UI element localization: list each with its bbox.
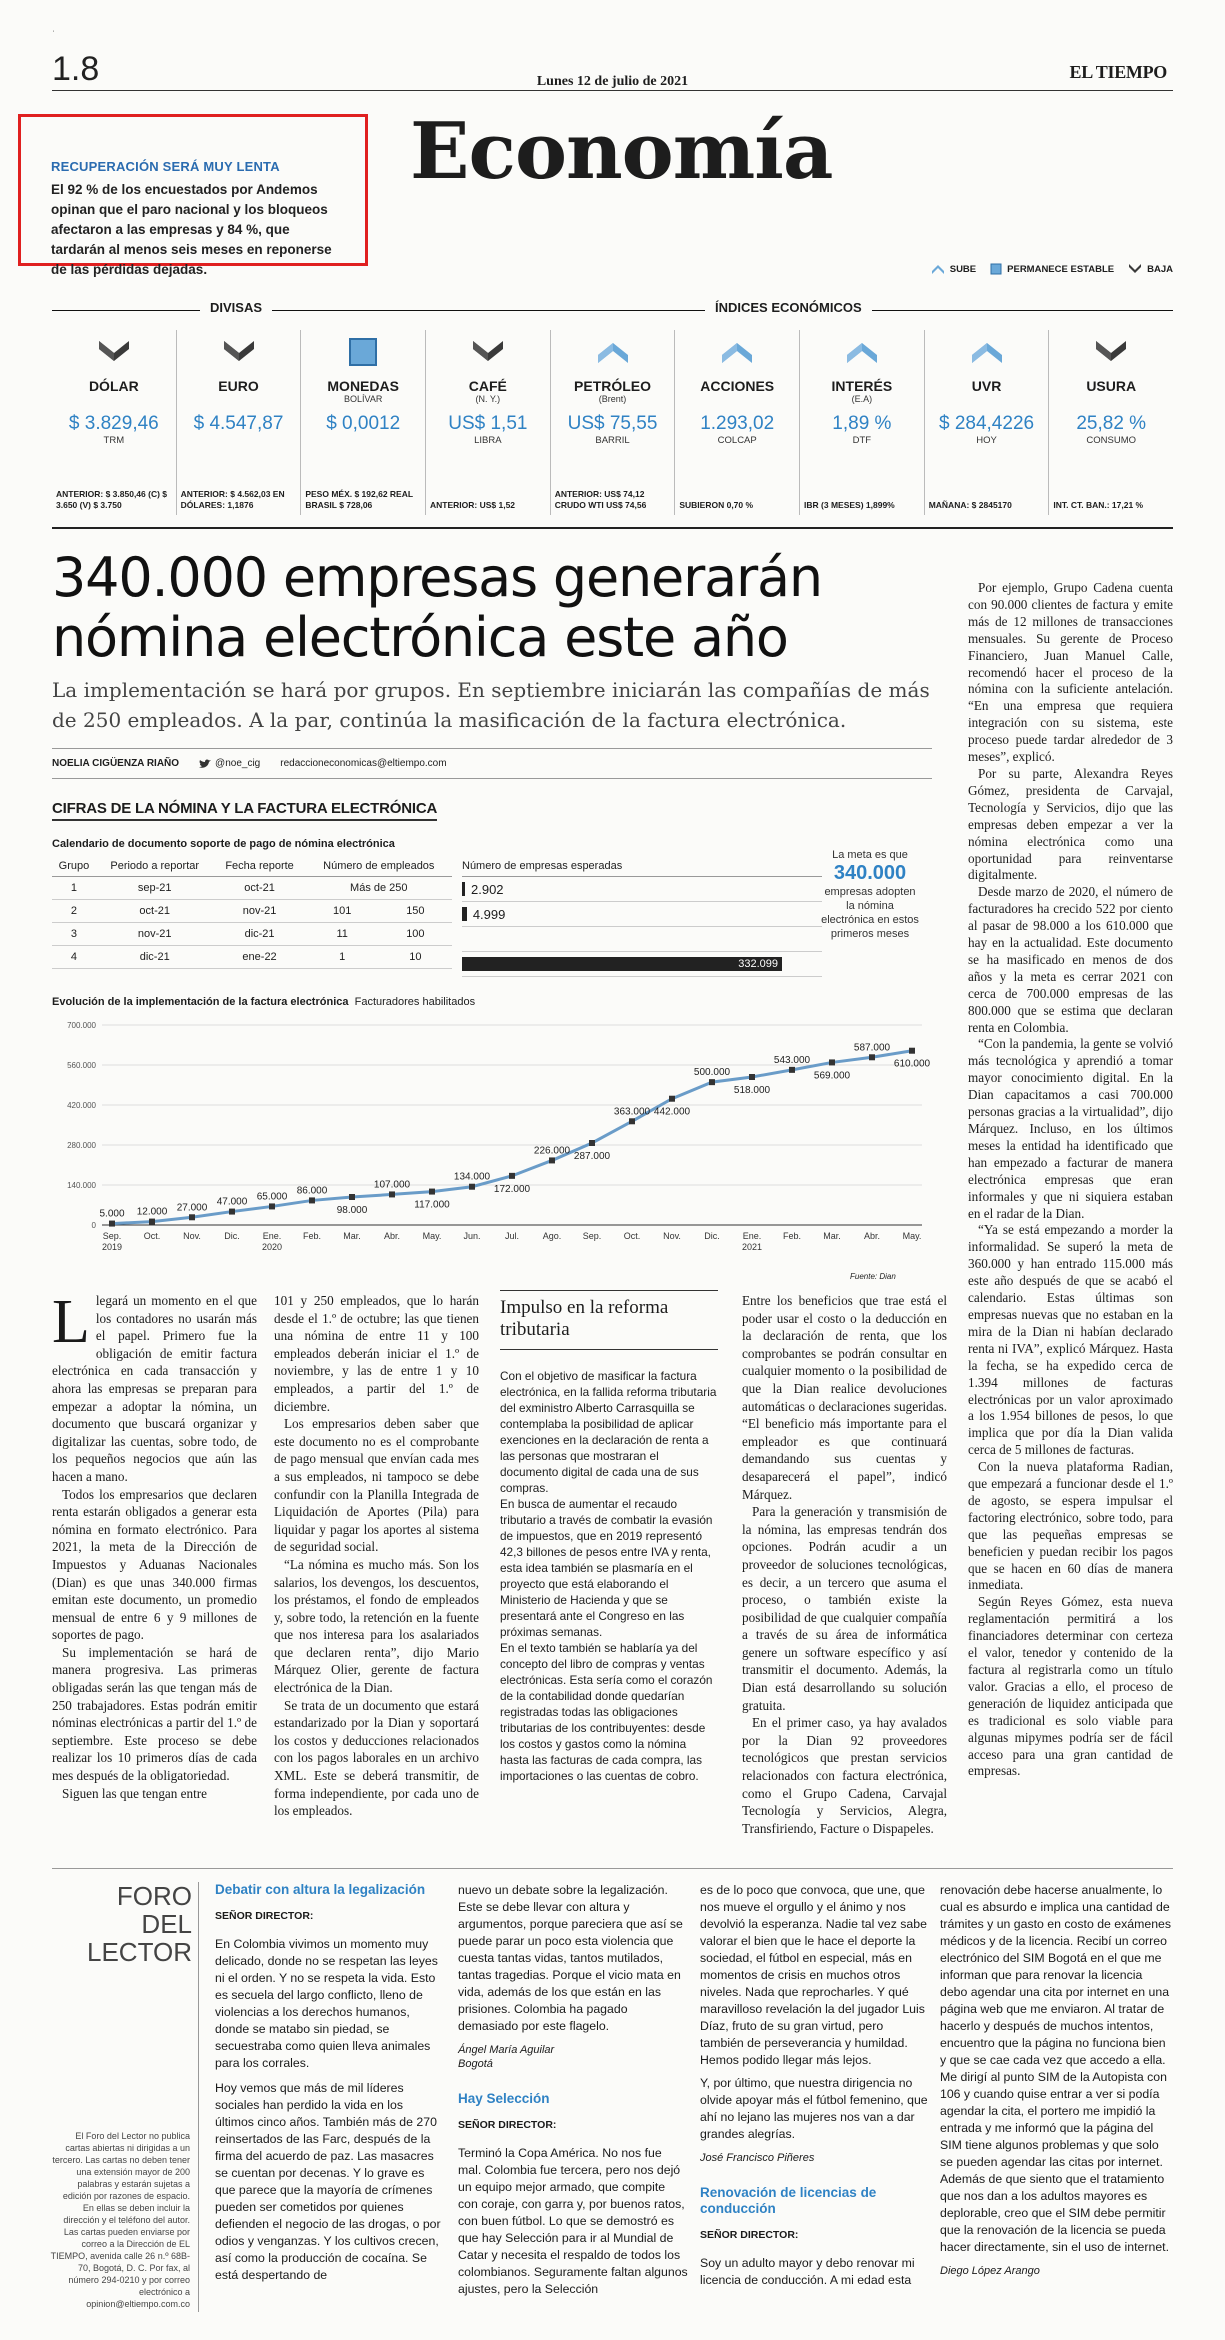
x-tick-label: Feb. — [302, 1231, 322, 1241]
brand-logo: EL TIEMPO — [1069, 62, 1167, 82]
indicator-unit: COLCAP — [717, 435, 757, 446]
year-label: 2019 — [101, 1242, 123, 1252]
x-tick-label: Dic. — [224, 1231, 240, 1241]
down-icon — [1049, 330, 1173, 374]
indicator-value: 1,89 % — [832, 413, 892, 434]
article-right-column: Por ejemplo, Grupo Cadena cuenta con 90.000 clientes de factura y emite más de 12 millones de transacciones mensuales. Su gerente de Proceso Financiero, Juan Manuel Calle, recomendó hacer el proceso de la nómina con la suficiente antelación. “En una empresa que requiera integración con su sistema, este proceso puede tardar alrededor de 3 meses”, explicó. Por su parte, Alexandra Reyes Gómez, presidenta de Carvajal, Tecnología y Servicios, dijo que las empresas deben empezar a ver la nómina electrónica como una oportunidad para reinventarse digitalmente. Desde marzo de 2020, el número de facturadores ha crecido 522 por ciento al pasar de 98.000 a los 610.000 que hay en la actualidad. Este documento se ha masificado en menos de dos años y la meta es cerrar 2021 con cerca de 700.000 empresas de las 800.000 que se estima que declaran renta en Colombia. “Con la pandemia, la gente se volvió más tecnológica y aprendió a tomar mayor conocimiento digital. En la Dian capacitamos a casi 700.000 personas gracias a la virtualidad”, dijo Márquez. Incluso, en los últimos meses la entidad ha identificado que han empezado a facturar de manera electrónica empresas que eran informales y que ni siquiera estaban en el radar de la Dian. “Ya se está empezando a morder la informalidad. Se superó la meta de 360.000 y han entrado 115.000 más este año después de que se acabó el calendario. Estas últimas son empresas nuevas que no estaban en la mira de la Dian ni habían declarado renta ni IVA”, explicó Márquez. Hasta la fecha, se ha expedido cerca de 1.394 millones de facturas electrónicas por un valor aproximado a los 1.954 billones de pesos, lo que implica que por día la Dian valida cerca de 5 millones de facturas. Con la nueva plataforma Radian, que empezará a funcionar desde el 1.º de agosto, se espera impulsar el factoring electrónico, sobre todo, para que las pequeñas empresas se beneficien y puedan recibir los pagos que se hacen en 60 días de manera inmediata. Según Reyes Gómez, esta nueva reglamentación permitirá a los financiadores determinar con certeza el valor, tenedor y contenido de la factura al registrarla como un título valor. Gracias a ello, el proceso de generación de liquidez anticipada que es tradicional es solo viable para algunas mipymes podría ser de fácil acceso para una gran cantidad de empresas. — [968, 580, 1173, 1779]
data-point — [309, 1197, 315, 1203]
down-icon — [1128, 263, 1142, 275]
indicator-sub — [925, 394, 1049, 405]
indicator-sub: (E.A) — [851, 394, 873, 404]
indicator-5 — [675, 330, 800, 515]
data-point — [389, 1191, 395, 1197]
indicator-name: CAFÉ — [468, 378, 507, 394]
x-tick-label: Abr. — [863, 1231, 881, 1241]
x-tick-label: Ene. — [742, 1231, 762, 1241]
indicator-value: $ 4.547,87 — [193, 413, 284, 434]
indicator-sub: BOLÍVAR — [344, 394, 383, 404]
series-label: Facturadores habilitados — [354, 996, 476, 1008]
data-label: 117.000 — [414, 1199, 450, 1211]
data-label: 107.000 — [373, 1179, 411, 1191]
x-tick-label: Oct. — [143, 1231, 161, 1241]
twitter-handle[interactable]: @noe_cig — [199, 758, 260, 769]
indicator-sub — [177, 394, 301, 405]
x-tick-label: Dic. — [704, 1231, 720, 1241]
data-label: 134.000 — [453, 1171, 491, 1183]
indicator-footer: INT. CT. BAN.: 17,21 % — [1053, 500, 1144, 510]
indicator-name: INTERÉS — [831, 378, 893, 394]
y-tick-label: 560.000 — [67, 1061, 96, 1070]
data-point — [229, 1209, 235, 1215]
data-point — [189, 1214, 195, 1220]
data-point — [149, 1219, 155, 1225]
x-tick-label: May. — [422, 1231, 442, 1241]
up-icon — [925, 330, 1049, 374]
drop-cap: L — [52, 1288, 90, 1356]
indicator-name: PETRÓLEO — [574, 378, 652, 394]
data-label: 65.000 — [256, 1191, 288, 1203]
data-point — [469, 1184, 475, 1190]
indicator-value: 25,82 % — [1076, 413, 1147, 434]
data-label: 5.000 — [99, 1208, 125, 1220]
empresas-column — [462, 856, 822, 977]
calendar-subtitle: Calendario de documento soporte de pago de nómina electrónica — [52, 838, 395, 850]
year-label: 2020 — [261, 1242, 283, 1252]
data-point — [429, 1189, 435, 1195]
stable-icon — [990, 263, 1002, 275]
col-fecha: Fecha reporte — [214, 856, 306, 877]
article-col-2: 101 y 250 empleados, que lo harán desde el 1.º de octubre; las que tienen una nómina de entre 11 y 100 empleados deberán iniciar el 1.º de noviembre, y las de entre 1 y 10 empleados, a partir del 1.º de diciembre. Los empresarios deben saber que este documento no es el comprobante de pago mensual que envían cada mes a sus empleados, ni tampoco se debe confundir con la Planilla Integrada de Liquidación de Aportes (Pila) para liquidar y pagar los aportes al sistema de seguridad social. “La nómina es mucho más. Son los salarios, los devengos, los descuentos, los préstamos, el fondo de empleados y, sobre todo, la retención en la fuente que nos interesa para los asalariados que declaren renta”, dijo Mario Márquez Olier, gerente de factura electrónica de la Dian. Se trata de un documento que estará estandarizado por la Dian y soportará los costos y deducciones relacionados con los pagos laborales en un archivo XML. Este se deberá transmitir, de forma independiente, por cada uno de los empleados. — [274, 1293, 479, 1819]
x-tick-label: Ene. — [262, 1231, 282, 1241]
letter-3-title: Renovación de licencias de conducción — [700, 2185, 877, 2216]
indicator-name: DÓLAR — [88, 378, 139, 394]
y-tick-label: 280.000 — [67, 1141, 96, 1150]
evolution-title-text: Evolución de la implementación de la factura electrónica — [52, 996, 349, 1008]
x-tick-label: Feb. — [782, 1231, 802, 1241]
empresas-value: 2.902 — [471, 881, 504, 897]
indicator-name: UVR — [971, 378, 1002, 394]
data-label: 86.000 — [296, 1185, 328, 1197]
data-label: 98.000 — [336, 1205, 368, 1216]
trend-legend — [931, 263, 1173, 275]
indicator-4 — [551, 330, 676, 515]
foro-divider — [198, 1882, 199, 2312]
up-icon — [931, 263, 945, 275]
divisas-label: DIVISAS — [200, 300, 272, 315]
indicator-value: $ 3.829,46 — [68, 413, 159, 434]
y-tick-label: 0 — [91, 1221, 96, 1230]
callout-heading: RECUPERACIÓN SERÁ MUY LENTA — [51, 159, 280, 174]
col-empresas: Número de empresas esperadas — [462, 856, 822, 877]
indicator-footer: MAÑANA: $ 2845170 — [928, 500, 1012, 510]
indicator-name: EURO — [218, 378, 259, 394]
indicators-row — [52, 330, 1173, 515]
down-icon — [177, 330, 301, 374]
empresas-row — [462, 902, 822, 927]
byline — [52, 748, 932, 779]
foro-disclaimer: El Foro del Lector no publica cartas abiertas ni dirigidas a un tercero. Las cartas no deben tener una extensión mayor de 200 palabras y estarán sujetas a edición por razones de espacio. En ellas se deben incluir la dirección y el teléfono del autor. Las cartas pueden enviarse por correo a la Dirección de EL TIEMPO, avenida calle 26 n.º 68B-70, Bogotá, D. C. Por fax, al número 294-0210 y por correo electrónico a opinion@eltiempo.com.co — [50, 2131, 190, 2309]
empresas-bar — [462, 907, 467, 921]
y-tick-label: 700.000 — [67, 1021, 96, 1030]
indicator-sub — [1049, 394, 1173, 405]
indicator-unit: BARRIL — [595, 435, 630, 446]
top-rule — [52, 90, 1173, 91]
indicator-name: USURA — [1086, 378, 1137, 394]
indicator-sub: (Brent) — [598, 394, 627, 404]
x-tick-label: Mar. — [823, 1231, 841, 1241]
x-tick-label: Sep. — [102, 1231, 122, 1241]
indicator-value: US$ 1,51 — [448, 413, 528, 434]
x-tick-label: Oct. — [623, 1231, 641, 1241]
page-number: 1.8 — [52, 50, 100, 88]
table-row: 4 dic-21 ene-22 1 10 — [52, 946, 452, 969]
data-point — [509, 1173, 515, 1179]
indicator-6 — [800, 330, 925, 515]
indicator-footer: PESO MÉX. $ 192,62 REAL BRASIL $ 728,06 — [305, 489, 413, 510]
y-tick-label: 140.000 — [67, 1181, 96, 1190]
indicator-2 — [301, 330, 426, 515]
data-point — [749, 1074, 755, 1080]
data-point — [669, 1096, 675, 1102]
data-label: 518.000 — [733, 1085, 771, 1096]
data-point — [549, 1157, 555, 1163]
data-label: 587.000 — [853, 1042, 891, 1054]
indices-label: ÍNDICES ECONÓMICOS — [705, 300, 872, 315]
indicator-unit: HOY — [976, 435, 997, 446]
legend-stable: PERMANECE ESTABLE — [990, 263, 1114, 275]
data-point — [349, 1194, 355, 1200]
indicator-footer: ANTERIOR: US$ 1,52 — [430, 500, 516, 510]
x-tick-label: Sep. — [582, 1231, 602, 1241]
x-tick-label: Mar. — [343, 1231, 361, 1241]
empresas-row — [462, 877, 822, 902]
empresas-value: 4.999 — [472, 906, 506, 922]
x-tick-label: Jul. — [504, 1231, 520, 1241]
up-icon — [551, 330, 675, 374]
col-empleados: Número de empleados — [306, 856, 452, 877]
indicator-footer: ANTERIOR: US$ 74,12 CRUDO WTI US$ 74,56 — [554, 489, 647, 510]
data-point — [789, 1067, 795, 1073]
evolution-title — [52, 996, 475, 1008]
y-tick-label: 420.000 — [67, 1101, 96, 1110]
chart-source: Fuente: Dian — [850, 1272, 896, 1281]
article-col-1: Llegará un momento en el que los contadores no usarán más el papel. Primero fue la obligación de emitir factura electrónica en cada transacción y ahora las empresas se preparan para empezar a adoptar la nómina, un documento que buscará organizar y digitalizar las cuentas, sobre todo, de los pequeños negocios que aún las hacen a mano. Todos los empresarios que declaren renta estarán obligados a generar esta nómina en formato electrónico. Para 2021, la meta de la Dirección de Impuestos y Aduanas Nacionales (Dian) es que unas 340.000 firmas emitan este documento, un promedio mensual de entre 6 y 9 millones de soportes de pago. Su implementación se hará de manera progresiva. Las primeras obligadas serán las que tengan más de 250 trabajadores. Estas podrán emitir nóminas electrónicas a partir del 1.º de septiembre. Este proceso se debe realizar los 10 primeros días de cada mes después de la obligatoriedad. Siguen las que tengan entre — [52, 1288, 257, 1801]
x-tick-label: May. — [902, 1231, 922, 1241]
indicator-0 — [52, 330, 177, 515]
data-label: 226.000 — [533, 1145, 571, 1157]
meta-box — [820, 848, 920, 941]
article-headline: 340.000 empresas generarán nómina electrónica este año — [52, 546, 822, 669]
data-label: 543.000 — [773, 1054, 811, 1066]
data-point — [709, 1079, 715, 1085]
foro-title: FORO DEL LECTOR — [87, 1881, 192, 1967]
meta-post: empresas adopten la nómina electrónica en estos primeros meses — [821, 886, 919, 940]
data-label: 500.000 — [693, 1067, 731, 1079]
meta-value: 340.000 — [833, 862, 907, 884]
callout-text: El 92 % de los encuestados por Andemos opinan que el paro nacional y los bloqueos afectaron a las empresas y 84 %, que tardarán al menos seis meses en reponerse de las pérdidas dejadas. — [51, 182, 332, 277]
letter-1-cont: nuevo un debate sobre la legalización. Este se debe llevar con altura y argumentos, porque pareciera que así se puede parar un poco esta violencia que cuesta tantas vidas, tantos mutilados, tantas tragedias. Porque el vicio mata en vida, además de los que están en las prisiones. Colombia ha pagado demasiado por este flagelo. Ángel María Aguilar Bogotá Hay Selección SEÑOR DIRECTOR: Terminó la Copa América. No nos fue mal. Colombia fue tercera, pero nos dejó un equipo mejor armado, que compite con coraje, con garra y, por buenos ratos, con buen fútbol. Lo que se demostró es que hay Selección para ir al Mundial de Catar y necesita el respaldo de todos los colombianos. Seguramente faltan algunos ajustes, pero la Selección — [458, 1883, 688, 2296]
empresas-bar: 332.099 — [462, 957, 782, 971]
year-label: 2021 — [741, 1242, 763, 1252]
indicator-value: $ 284,4226 — [938, 413, 1035, 434]
sidebar-title: Impulso en la reforma tributaria — [500, 1290, 718, 1350]
highlight-callout — [18, 114, 368, 277]
stable-icon — [301, 330, 425, 374]
data-label: 12.000 — [136, 1206, 168, 1218]
indicator-value: $ 0,0012 — [326, 413, 401, 434]
indicator-footer: SUBIERON 0,70 % — [679, 500, 754, 510]
indicator-footer: ANTERIOR: $ 3.850,46 (C) $ 3.650 (V) $ 3.750 — [56, 489, 168, 510]
meta-pre: La meta es que — [832, 849, 908, 861]
up-icon — [675, 330, 799, 374]
letter-2-cont: es de lo poco que convoca, que une, que nos mueve el orgullo y el ánimo y nos devolvió la esperanza. Nadie tal vez sabe valorar el bien que le hace el deporte la sociedad, el fútbol en especial, más en momentos de crisis en muchos otros niveles. Nada que reprocharles. Y qué maravilloso revelación la del jugador Luis Díaz, fruto de su gran virtud, pero también de perseverancia y humildad. Hemos podido llegar más lejos. Y, por último, que nuestra dirigencia no olvide apoyar más el fútbol femenino, que ahí no lejano las mujeres nos van a dar grandes alegrías. José Francisco Piñeres Renovación de licencias de conducción SEÑOR DIRECTOR: Soy un adulto mayor y debo renovar mi licencia de conducción. A mi edad esta — [700, 1882, 930, 2289]
x-tick-label: Abr. — [383, 1231, 401, 1241]
evolution-chart — [52, 1015, 932, 1275]
indicator-value: 1.293,02 — [700, 413, 775, 434]
table-row: 1 sep-21 oct-21 Más de 250 — [52, 877, 452, 900]
indicator-unit: DTF — [852, 435, 872, 446]
calendar-table — [52, 856, 452, 969]
indicator-3 — [426, 330, 551, 515]
letter-2-title: Hay Selección — [458, 2091, 550, 2106]
indicator-1 — [177, 330, 302, 515]
author-name: NOELIA CIGÜENZA RIAÑO — [52, 758, 180, 769]
empresas-row — [462, 927, 822, 952]
down-icon — [52, 330, 176, 374]
letter-1-title: Debatir con altura la legalización — [215, 1882, 426, 1897]
data-label: 363.000 — [613, 1106, 651, 1118]
indicators-bottom-rule — [52, 527, 1173, 529]
indicator-sub: (N. Y.) — [475, 394, 501, 404]
col-periodo: Periodo a reportar — [96, 856, 214, 877]
x-tick-label: Ago. — [542, 1231, 562, 1241]
data-point — [629, 1118, 635, 1124]
section-title: Economía — [410, 106, 833, 197]
indicator-footer: ANTERIOR: $ 4.562,03 EN DÓLARES: 1,1876 — [180, 489, 285, 510]
indicator-value: US$ 75,55 — [567, 413, 658, 434]
indicator-7 — [925, 330, 1050, 515]
legend-up: SUBE — [931, 263, 976, 275]
indicator-sub — [52, 394, 176, 405]
data-label: 172.000 — [493, 1183, 531, 1195]
indicator-sub — [675, 394, 799, 405]
data-label: 569.000 — [813, 1070, 851, 1082]
data-point — [869, 1054, 875, 1060]
letter-1: Debatir con altura la legalización SEÑOR DIRECTOR: En Colombia vivimos un momento muy delicado, donde no se respetan las leyes ni el orden. Y no se respeta la vida. Esto es secuela del largo conflicto, lleno de violencias a los derechos humanos, donde se matabo sin piedad, se secuestraba como quien lleva animales para los corrales. Hoy vemos que más de mil líderes sociales han perdido la vida en los últimos cinco años. También más de 270 reinsertados de las Farc, después de la firma del acuerdo de paz. Las masacres se cuentan por decenas. Y lo grave es que parece que la mayoría de crímenes pueden ser cometidos por quienes defienden el negocio de las drogas, o por odios y venganzas. Y los cultivos crecen, así como la producción de cocaína. Se está despertando de — [215, 1882, 445, 2284]
table-row: 3 nov-21 dic-21 11 100 — [52, 923, 452, 946]
indicator-8 — [1049, 330, 1173, 515]
data-label: 610.000 — [893, 1058, 931, 1070]
twitter-icon — [199, 759, 211, 769]
empresas-row — [462, 952, 822, 977]
sidebar-box: Impulso en la reforma tributaria Con el objetivo de masificar la factura electrónica, en la fallida reforma tributaria del exministro Alberto Carrasquilla se contemplaba la posibilidad de aplicar exenciones en la declaración de renta a las personas que mostraran el documento digital de cada una de sus compras. En busca de aumentar el recaudo tributario a través de combatir la evasión de impuestos, que en 2019 representó 42,3 billones de pesos entre IVA y renta, esta idea también se plasmaría en el proyecto que está elaborando el Ministerio de Hacienda y que se presentará ante el Congreso en las próximas semanas. En el texto también se hablaría ya del concepto del libro de compras y ventas electrónicas. Esta sería como el corazón de la contabilidad donde quedarían registradas todas las obligaciones tributarias de los contribuyentes: desde los costos y gastos como la nómina hasta las facturas de cada compra, las importaciones o las cuentas de cobro. — [500, 1290, 718, 1784]
empresas-bar — [462, 882, 465, 896]
data-label: 47.000 — [216, 1196, 248, 1208]
indicator-unit: LIBRA — [474, 435, 502, 446]
data-point — [269, 1203, 275, 1209]
indicator-name: ACCIONES — [700, 378, 775, 394]
indicator-unit: CONSUMO — [1086, 435, 1137, 446]
data-label: 442.000 — [653, 1106, 691, 1118]
letter-3-cont: renovación debe hacerse anualmente, lo cual es absurdo e implica una cantidad de trámites y un gasto en costo de exámenes médicos y de la licencia. Recibí un correo electrónico del SIM Bogotá en el que me informan que para renovar la licencia debo agendar una cita por internet en una página web que me enviaron. Al tratar de hacerlo y después de muchos intentos, encuentro que la página no funciona bien y que se cae cada vez que accedo a ella. Me dirigí al punto SIM de la Autopista con 106 y cuando quise entrar a ver si podía agendar la cita, el portero me impidió la entrada y me informó que la página del SIM tiene algunos problemas y que solo se pueden agendar las citas por internet. Además de que siento que el tratamiento que nos dan a los adultos mayores es deplorable, creo que el SIM debe permitir que la renovación de la licencia se pueda hacer directamente, sin el uso de internet. Diego López Arango — [940, 1883, 1172, 2277]
data-point — [909, 1048, 915, 1054]
col-grupo: Grupo — [52, 856, 96, 877]
x-tick-label: Nov. — [663, 1231, 681, 1241]
foro-rule — [52, 1868, 1173, 1869]
chart-block-title: CIFRAS DE LA NÓMINA Y LA FACTURA ELECTRÓNICA — [52, 800, 437, 821]
data-label: 287.000 — [573, 1151, 611, 1162]
legend-down: BAJA — [1128, 263, 1173, 275]
down-icon — [426, 330, 550, 374]
article-deck: La implementación se hará por grupos. En septiembre iniciarán las compañías de más de 250 empleados. A la par, continúa la masificación de la factura electrónica. — [52, 678, 930, 732]
up-icon — [800, 330, 924, 374]
x-tick-label: Nov. — [183, 1231, 201, 1241]
corner-mark: ˈ — [52, 30, 56, 41]
data-label: 27.000 — [176, 1202, 208, 1214]
indicator-name: MONEDAS — [327, 378, 399, 394]
article-col-4: Entre los beneficios que trae está el poder usar el costo o la deducción en la declaración de renta, que los comprobantes se podrán consultar en cualquier momento o la posibilidad de que la Dian realice devoluciones automáticas o declaraciones sugeridas. “El beneficio más importante para el empleador es que continuará demandando sus cuentas y desaparecerá el papel”, indicó Márquez. Para la generación y transmisión de la nómina, las empresas tendrán dos opciones. Podrán acudir a un proveedor de soluciones tecnológicas, es decir, a un tercero que asuma el proceso, o también existe la posibilidad de que cualquier compañía a través de su área de informática genere un software específico y así transmitir el documento. Además, la Dian está desarrollando su solución gratuita. En el primer caso, ya hay avalados por la Dian 92 proveedores tecnológicos que prestan servicios relacionados con factura electrónica, como el Grupo Cadena, Carvajal Tecnología y Servicios, Alegra, Transfiriendo, Facture o Dispapeles. — [742, 1293, 947, 1836]
data-point — [589, 1140, 595, 1146]
x-tick-label: Jun. — [463, 1231, 481, 1241]
author-email[interactable]: redaccioneconomicas@eltiempo.com — [280, 758, 447, 769]
indicator-unit: TRM — [103, 435, 125, 446]
data-point — [829, 1059, 835, 1065]
date-line: Lunes 12 de julio de 2021 — [536, 74, 689, 89]
data-point — [109, 1221, 115, 1227]
indicator-footer: IBR (3 MESES) 1,899% — [804, 500, 895, 510]
table-row: 2 oct-21 nov-21 101 150 — [52, 900, 452, 923]
